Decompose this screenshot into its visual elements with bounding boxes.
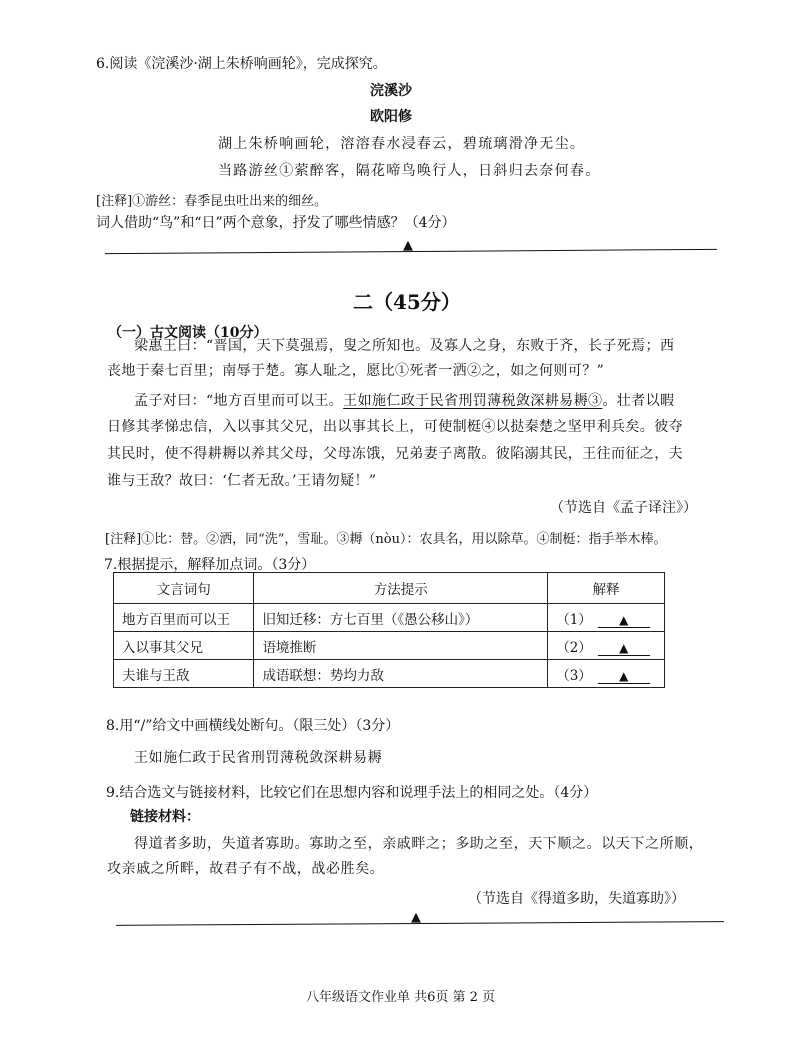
answer-blank[interactable]: ▲ (598, 669, 650, 684)
q8-stem: 8.用“/”给文中画横线处断句。（限三处）（3分） (106, 718, 400, 734)
section-heading: 二（45分） (353, 290, 461, 314)
poem-author: 欧阳修 (370, 109, 412, 125)
q9-stem: 9.结合选文与链接材料，比较它们在思想内容和说理手法上的相同之处。（4分） (106, 785, 598, 801)
answer-triangle-q6: ▲ (403, 238, 413, 253)
section-subheading: （一）古文阅读（10分） (108, 325, 268, 341)
passage-line: 其民时，使不得耕耨以养其父母，父母冻饿，兄弟妻子离散。彼陷溺其民，王往而征之，夫 (107, 446, 683, 462)
answer-triangle-q9: ▲ (411, 910, 421, 925)
passage-source: （节选自《孟子译注》） (550, 500, 697, 516)
link-line: 得道者多助，失道者寡助。寡助之至，亲戚畔之；多助之至，天下顺之。以天下之所顺， (134, 836, 704, 852)
table-header-row (114, 573, 665, 604)
passage-note: [注释]①比：替。②洒，同“洗”，雪耻。③耨（nòu）：农具名，用以除草。④制梃：指手举木棒。 (105, 532, 667, 547)
link-label: 链接材料： (130, 809, 200, 825)
answer-cell[interactable] (548, 604, 665, 632)
passage-text: 孟子对曰：“地方百里而可以王。 (134, 393, 344, 409)
phrase-cell: 地方百里而可以王 (114, 604, 254, 632)
hint-cell: 语境推断 (254, 632, 548, 660)
q8-sentence[interactable]: 王如施仁政于民省刑罚薄税敛深耕易耨 (134, 750, 383, 766)
page-footer: 八年级语文作业单 共6页 第 2 页 (306, 990, 496, 1005)
phrase-cell: 入以事其父兄 (114, 632, 254, 660)
link-line: 攻亲戚之所畔，故君子有不战，战必胜矣。 (107, 861, 385, 877)
link-source: （节选自《得道多助，失道寡助》） (468, 891, 685, 907)
q6-question: 词人借助“鸟”和“日”两个意象，抒发了哪些情感？（4分） (96, 215, 456, 231)
passage-text: 。壮者以暇 (602, 393, 675, 409)
answer-number: （3） (556, 667, 592, 684)
passage-line: 谁与王敌？故曰：‘仁者无敌。’王请勿疑！” (107, 473, 377, 489)
answer-blank[interactable]: ▲ (598, 613, 650, 628)
table-row (114, 660, 665, 688)
underlined-sentence: 王如施仁政于民省刑罚薄税敛深耕易耨③ (343, 393, 603, 409)
table-header: 方法提示 (254, 573, 548, 604)
answer-blank[interactable]: ▲ (598, 641, 650, 656)
passage-line: 日修其孝悌忠信，入以事其父兄，出以事其长上，可使制梃④以挞秦楚之坚甲利兵矣。彼夺 (107, 419, 683, 435)
answer-cell[interactable] (548, 632, 665, 660)
table-row (114, 604, 665, 632)
table-row (114, 632, 665, 660)
passage-line-with-underline (134, 390, 674, 410)
hint-cell: 旧知迁移：方七百里（《愚公移山》） (254, 604, 548, 632)
answer-number: （2） (556, 639, 592, 656)
poem-title: 浣溪沙 (370, 83, 412, 99)
hint-cell: 成语联想：势均力敌 (254, 660, 548, 688)
q6-note: [注释]①游丝：春季昆虫吐出来的细丝。 (96, 194, 328, 209)
table-header: 文言词句 (114, 573, 254, 604)
q7-table (113, 572, 665, 688)
passage-line: 丧地于秦七百里；南辱于楚。寡人耻之，愿比①死者一洒②之，如之何则可？” (107, 363, 605, 379)
poem-line-1: 湖上朱桥响画轮，溶溶春水浸春云，碧琉璃滑净无尘。 (218, 136, 586, 152)
q6-stem: 6.阅读《浣溪沙·湖上朱桥响画轮》，完成探究。 (96, 56, 387, 72)
phrase-cell: 夫谁与王敌 (114, 660, 254, 688)
answer-number: （1） (556, 611, 592, 628)
passage-line: 梁惠王曰：“晋国，天下莫强焉，叟之所知也。及寡人之身，东败于齐，长子死焉；西 (134, 338, 675, 354)
poem-line-2: 当路游丝①萦醉客，隔花啼鸟唤行人，日斜归去奈何春。 (218, 163, 601, 179)
answer-cell[interactable] (548, 660, 665, 688)
q7-stem: 7.根据提示，解释加点词。（3分） (104, 557, 316, 573)
table-header: 解释 (548, 573, 665, 604)
